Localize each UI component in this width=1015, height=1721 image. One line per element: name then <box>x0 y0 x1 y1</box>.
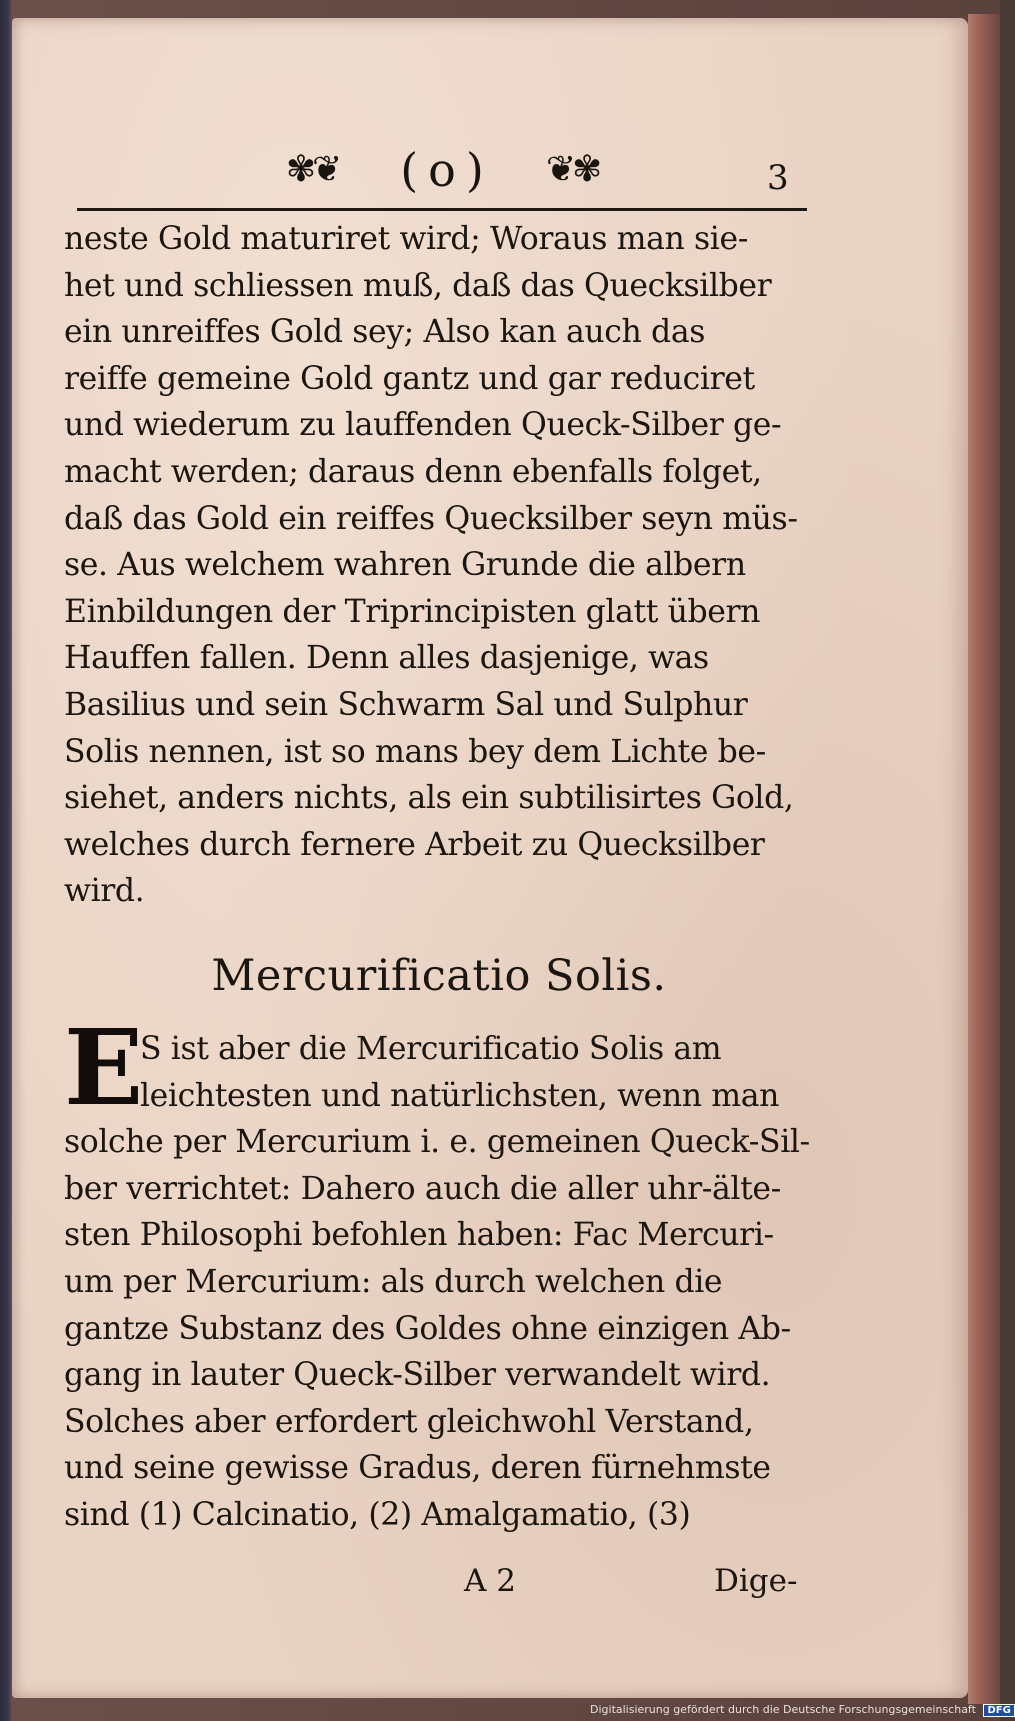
text-line: leichtesten und natürlichsten, wenn man <box>140 1077 779 1114</box>
text-line: gang in lauter Queck-Silber verwandelt wird. <box>64 1357 771 1394</box>
text-line: ein unreiffes Gold sey; Also kan auch das <box>64 314 705 351</box>
text-line: S ist aber die Mercurificatio Solis am <box>140 1031 722 1067</box>
text-line: solche per Mercurium i. e. gemeinen Queck-Sil- <box>64 1124 810 1161</box>
text-line: wird. <box>64 873 145 910</box>
text-line: ber verrichtet: Dahero auch die aller uhr-älte- <box>64 1170 781 1207</box>
text-line: het und schliessen muß, daß das Quecksilber <box>64 267 772 304</box>
page-body <box>64 216 814 1533</box>
paragraph-2 <box>64 1006 814 1539</box>
text-line: und seine gewisse Gradus, deren fürnehmste <box>64 1450 771 1487</box>
paragraph-1 <box>64 216 814 915</box>
header-rule <box>77 208 807 211</box>
page-number: 3 <box>767 158 789 198</box>
signature-mark: A 2 <box>464 1563 516 1599</box>
book-page-edge <box>968 14 1000 1704</box>
text-line: welches durch fernere Arbeit zu Quecksilber <box>64 826 765 863</box>
text-line: daß das Gold ein reiffes Quecksilber seyn müs- <box>64 500 798 537</box>
floral-ornament-right-icon: ❦✾ <box>545 149 599 190</box>
text-line: macht werden; daraus denn ebenfalls folget, <box>64 453 762 490</box>
dfg-logo-icon: DFG <box>983 1704 1014 1717</box>
text-line: sind (1) Calcinatio, (2) Amalgamatio, (3) <box>64 1496 691 1533</box>
funding-text: Digitalisierung gefördert durch die Deutsche Forschungsgemeinschaft <box>590 1703 976 1716</box>
text-line: reiffe gemeine Gold gantz und gar reduciret <box>64 360 755 397</box>
running-header <box>77 138 807 208</box>
floral-ornament-left-icon: ✾❦ <box>285 149 339 190</box>
drop-cap: E <box>64 1006 144 1129</box>
text-line: gantze Substanz des Goldes ohne einzigen Ab- <box>64 1310 791 1347</box>
text-line: und wiederum zu lauffenden Queck-Silber ge- <box>64 407 782 444</box>
funding-notice <box>590 1703 1015 1717</box>
text-line: siehet, anders nichts, als ein subtilisirtes Gold, <box>64 780 794 817</box>
text-line: Solis nennen, ist so mans bey dem Lichte be- <box>64 733 766 770</box>
text-line: um per Mercurium: als durch welchen die <box>64 1263 723 1300</box>
page-footer <box>64 1563 814 1613</box>
text-line: Basilius und sein Schwarm Sal und Sulphur <box>64 686 748 723</box>
text-line: Solches aber erfordert gleichwohl Verstand, <box>64 1403 754 1440</box>
text-line: neste Gold maturiret wird; Woraus man sie- <box>64 221 748 257</box>
text-line: se. Aus welchem wahren Grunde die albern <box>64 547 746 584</box>
section-heading: Mercurificatio Solis. <box>211 951 667 1001</box>
text-line: sten Philosophi befohlen haben: Fac Mercuri- <box>64 1217 774 1254</box>
catchword: Dige- <box>714 1563 798 1599</box>
header-marker: (o) <box>400 143 494 197</box>
book-page <box>12 18 968 1698</box>
text-line: Hauffen fallen. Denn alles dasjenige, was <box>64 640 709 677</box>
text-line: Einbildungen der Triprincipisten glatt übern <box>64 593 761 630</box>
